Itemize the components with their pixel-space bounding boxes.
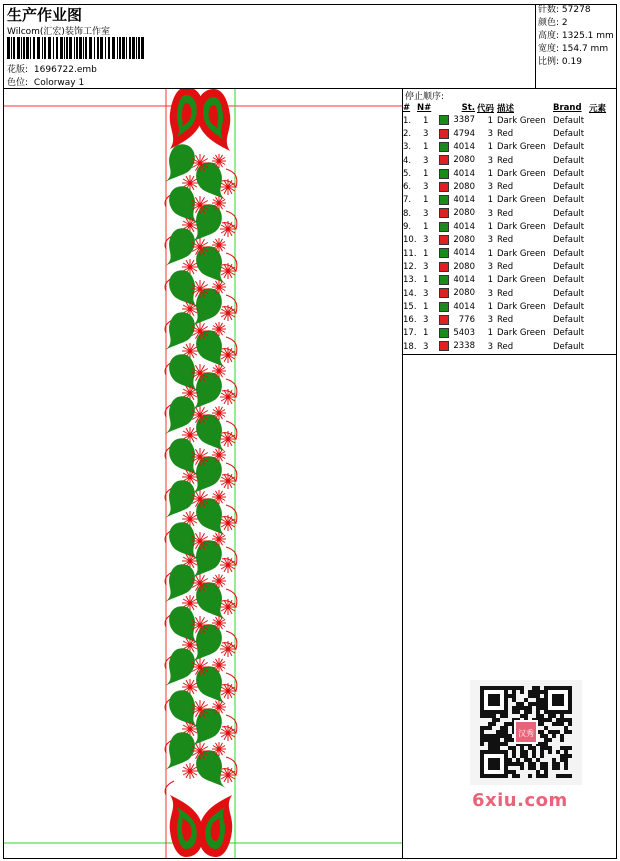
row-description: Dark Green xyxy=(497,248,546,259)
row-stitches xyxy=(439,114,477,127)
row-code: 3 xyxy=(487,288,493,299)
height-row xyxy=(538,30,617,43)
row-code: 1 xyxy=(487,328,493,339)
row-element xyxy=(589,234,617,247)
row-code: 1 xyxy=(487,275,493,286)
row-element xyxy=(589,274,617,287)
row-code: 1 xyxy=(487,248,493,259)
large-paisley-motif xyxy=(170,795,204,857)
colorway-row xyxy=(7,75,84,88)
row-index: 15. xyxy=(403,301,417,312)
width-value: 154.7 mm xyxy=(561,44,609,54)
row-description: Dark Green xyxy=(497,275,546,286)
row-stitch-count: 776 xyxy=(458,314,475,325)
row-needle: 1 xyxy=(423,248,429,259)
colors-value: 2 xyxy=(561,18,568,28)
company-name: Wilcom(汇宏)装饰工作室 xyxy=(7,27,110,37)
row-description: Red xyxy=(497,288,514,299)
paisley-motif xyxy=(196,162,226,200)
table-row xyxy=(403,287,617,300)
row-stitches xyxy=(439,141,477,154)
row-code: 1 xyxy=(487,115,493,126)
row-index: 17. xyxy=(403,328,417,339)
row-element xyxy=(589,207,617,220)
row-index: 4. xyxy=(403,155,412,166)
row-needle: 3 xyxy=(423,261,429,272)
row-stitch-count: 3387 xyxy=(453,115,475,126)
row-element xyxy=(589,287,617,300)
row-stitch-count: 4014 xyxy=(453,195,475,206)
row-stitch-count: 2080 xyxy=(453,288,475,299)
row-brand: Default xyxy=(553,168,585,179)
row-stitches xyxy=(439,167,477,180)
row-stitch-count: 2080 xyxy=(453,261,475,272)
colorway-name: Colorway 1 xyxy=(33,78,85,88)
design-file-row xyxy=(7,62,97,75)
table-row xyxy=(403,180,617,193)
row-element xyxy=(589,167,617,180)
row-needle: 1 xyxy=(423,222,429,233)
header xyxy=(3,4,535,88)
table-row xyxy=(403,327,617,340)
stitches-label: 针数: xyxy=(538,5,560,15)
row-code: 3 xyxy=(487,128,493,139)
barcode-icon xyxy=(7,37,145,59)
row-stitch-count: 2338 xyxy=(453,341,475,352)
row-index: 2. xyxy=(403,128,412,139)
row-needle: 3 xyxy=(423,182,429,193)
row-stitches xyxy=(439,207,477,220)
row-index: 16. xyxy=(403,315,417,326)
row-index: 1. xyxy=(403,115,412,126)
row-stitch-count: 5403 xyxy=(453,328,475,339)
table-row xyxy=(403,260,617,273)
table-header-row xyxy=(403,101,617,114)
row-stitches xyxy=(439,274,477,287)
row-description: Red xyxy=(497,155,514,166)
row-element xyxy=(589,313,617,326)
row-code: 3 xyxy=(487,155,493,166)
row-stitch-count: 4014 xyxy=(453,141,475,152)
row-brand: Default xyxy=(553,235,585,246)
color-swatch xyxy=(439,195,449,205)
paisley-motif xyxy=(196,246,226,284)
row-index: 14. xyxy=(403,288,417,299)
row-stitches xyxy=(439,340,477,353)
flower-motif xyxy=(182,763,198,779)
stitches-row xyxy=(538,4,617,17)
row-description: Dark Green xyxy=(497,195,546,206)
row-index: 5. xyxy=(403,168,412,179)
row-stitches xyxy=(439,327,477,340)
table-row xyxy=(403,207,617,220)
color-swatch xyxy=(439,315,449,325)
row-index: 10. xyxy=(403,235,417,246)
design-file-label: 花版: xyxy=(7,65,29,75)
embroidery-design-preview xyxy=(4,89,402,858)
row-brand: Default xyxy=(553,128,585,139)
row-brand: Default xyxy=(553,115,585,126)
colors-row xyxy=(538,17,617,30)
row-stitches xyxy=(439,247,477,260)
row-brand: Default xyxy=(553,142,585,153)
row-element xyxy=(589,300,617,313)
row-needle: 1 xyxy=(423,275,429,286)
row-index: 18. xyxy=(403,341,417,352)
row-stitches xyxy=(439,180,477,193)
table-row xyxy=(403,127,617,140)
colors-label: 颜色: xyxy=(538,18,560,28)
paisley-motif xyxy=(196,498,226,536)
row-brand: Default xyxy=(553,275,585,286)
row-description: Dark Green xyxy=(497,222,546,233)
row-brand: Default xyxy=(553,261,585,272)
row-description: Dark Green xyxy=(497,328,546,339)
row-needle: 1 xyxy=(423,115,429,126)
color-swatch xyxy=(439,262,449,272)
row-brand: Default xyxy=(553,222,585,233)
row-code: 3 xyxy=(487,235,493,246)
row-description: Red xyxy=(497,128,514,139)
row-code: 1 xyxy=(487,222,493,233)
row-brand: Default xyxy=(553,341,585,352)
col-code: 代码 xyxy=(477,103,495,114)
stop-sequence-panel xyxy=(403,89,617,354)
row-brand: Default xyxy=(553,208,585,219)
table-row xyxy=(403,114,617,127)
row-element xyxy=(589,194,617,207)
row-element xyxy=(589,154,617,167)
row-description: Dark Green xyxy=(497,301,546,312)
row-code: 1 xyxy=(487,142,493,153)
col-description: 描述 xyxy=(497,103,515,114)
row-stitches xyxy=(439,194,477,207)
table-row xyxy=(403,141,617,154)
row-description: Red xyxy=(497,341,514,352)
table-row xyxy=(403,313,617,326)
col-needle: N# xyxy=(417,102,432,113)
row-needle: 3 xyxy=(423,155,429,166)
color-swatch xyxy=(439,235,449,245)
row-description: Red xyxy=(497,182,514,193)
row-description: Dark Green xyxy=(497,115,546,126)
color-swatch xyxy=(439,169,449,179)
colorway-label: 色位: xyxy=(7,78,29,88)
row-index: 13. xyxy=(403,275,417,286)
scale-row xyxy=(538,56,617,69)
large-paisley-motif xyxy=(199,795,233,857)
scale-value: 0.19 xyxy=(561,57,582,67)
row-needle: 1 xyxy=(423,328,429,339)
row-brand: Default xyxy=(553,248,585,259)
table-row xyxy=(403,274,617,287)
row-needle: 3 xyxy=(423,208,429,219)
table-row xyxy=(403,194,617,207)
table-divider xyxy=(402,354,617,355)
row-stitch-count: 4014 xyxy=(453,274,475,285)
row-brand: Default xyxy=(553,155,585,166)
height-label: 高度: xyxy=(538,31,560,41)
row-element xyxy=(589,114,617,127)
row-stitch-count: 2080 xyxy=(453,155,475,166)
row-stitch-count: 2080 xyxy=(453,181,475,192)
color-swatch xyxy=(439,222,449,232)
color-swatch xyxy=(439,115,449,125)
color-swatch xyxy=(439,341,449,351)
scale-label: 比例: xyxy=(538,57,560,67)
paisley-motif xyxy=(196,414,226,452)
row-stitches xyxy=(439,234,477,247)
row-description: Dark Green xyxy=(497,168,546,179)
paisley-motif xyxy=(196,330,226,368)
row-stitches xyxy=(439,154,477,167)
row-needle: 1 xyxy=(423,195,429,206)
row-description: Red xyxy=(497,235,514,246)
table-row xyxy=(403,220,617,233)
row-element xyxy=(589,247,617,260)
row-stitch-count: 4014 xyxy=(453,221,475,232)
color-swatch xyxy=(439,129,449,139)
width-label: 宽度: xyxy=(538,44,560,54)
row-code: 3 xyxy=(487,261,493,272)
table-row xyxy=(403,300,617,313)
row-code: 3 xyxy=(487,315,493,326)
svg-text:汉秀: 汉秀 xyxy=(518,729,534,738)
row-stitches xyxy=(439,300,477,313)
paisley-motif xyxy=(196,582,226,620)
row-code: 1 xyxy=(487,301,493,312)
color-swatch xyxy=(439,302,449,312)
table-row xyxy=(403,167,617,180)
color-swatch xyxy=(439,275,449,285)
row-element xyxy=(589,327,617,340)
row-stitches xyxy=(439,220,477,233)
table-row xyxy=(403,234,617,247)
row-element xyxy=(589,340,617,353)
height-value: 1325.1 mm xyxy=(561,31,614,41)
row-element xyxy=(589,127,617,140)
row-stitch-count: 2080 xyxy=(453,235,475,246)
row-needle: 3 xyxy=(423,315,429,326)
table-row xyxy=(403,340,617,353)
row-description: Red xyxy=(497,315,514,326)
design-file-name: 1696722.emb xyxy=(33,65,97,75)
row-code: 3 xyxy=(487,341,493,352)
row-brand: Default xyxy=(553,328,585,339)
row-index: 6. xyxy=(403,182,412,193)
color-swatch xyxy=(439,155,449,165)
paisley-motif xyxy=(196,750,226,788)
row-code: 3 xyxy=(487,182,493,193)
row-needle: 3 xyxy=(423,128,429,139)
row-needle: 1 xyxy=(423,142,429,153)
row-description: Red xyxy=(497,208,514,219)
row-needle: 1 xyxy=(423,301,429,312)
stitches-value: 57278 xyxy=(561,5,591,15)
color-swatch xyxy=(439,248,449,258)
col-brand: Brand xyxy=(553,102,582,113)
color-swatch xyxy=(439,142,449,152)
color-swatch xyxy=(439,288,449,298)
row-stitch-count: 4014 xyxy=(453,248,475,259)
page-title: 生产作业图 xyxy=(7,6,83,24)
table-row xyxy=(403,247,617,260)
row-index: 3. xyxy=(403,142,412,153)
row-description: Dark Green xyxy=(497,142,546,153)
row-brand: Default xyxy=(553,182,585,193)
row-code: 1 xyxy=(487,168,493,179)
row-stitches xyxy=(439,127,477,140)
row-brand: Default xyxy=(553,315,585,326)
row-element xyxy=(589,141,617,154)
col-element: 元素 xyxy=(589,103,607,114)
row-index: 11. xyxy=(403,248,417,259)
row-needle: 1 xyxy=(423,168,429,179)
row-element xyxy=(589,220,617,233)
row-element xyxy=(589,260,617,273)
stop-sequence-table xyxy=(403,101,617,353)
row-needle: 3 xyxy=(423,235,429,246)
qr-code-icon xyxy=(470,680,582,785)
col-stitches: St. xyxy=(461,102,475,113)
color-swatch xyxy=(439,328,449,338)
row-stitch-count: 4014 xyxy=(453,168,475,179)
row-index: 12. xyxy=(403,261,417,272)
width-row xyxy=(538,43,617,56)
stats-panel xyxy=(535,4,617,88)
row-needle: 3 xyxy=(423,341,429,352)
row-element xyxy=(589,180,617,193)
row-needle: 3 xyxy=(423,288,429,299)
row-stitch-count: 4794 xyxy=(453,128,475,139)
row-stitch-count: 2080 xyxy=(453,208,475,219)
row-brand: Default xyxy=(553,288,585,299)
row-index: 7. xyxy=(403,195,412,206)
col-index: # xyxy=(403,102,411,113)
watermark-logo: 6xiu.com xyxy=(472,790,568,811)
large-paisley-motif xyxy=(197,89,231,151)
row-code: 3 xyxy=(487,208,493,219)
paisley-motif xyxy=(196,666,226,704)
row-stitches xyxy=(439,313,477,326)
row-brand: Default xyxy=(553,301,585,312)
row-index: 9. xyxy=(403,222,412,233)
row-code: 1 xyxy=(487,195,493,206)
color-swatch xyxy=(439,182,449,192)
row-index: 8. xyxy=(403,208,412,219)
row-brand: Default xyxy=(553,195,585,206)
row-stitch-count: 4014 xyxy=(453,301,475,312)
stop-sequence-title: 停止顺序: xyxy=(405,92,445,102)
row-stitches xyxy=(439,260,477,273)
color-swatch xyxy=(439,208,449,218)
row-description: Red xyxy=(497,261,514,272)
table-row xyxy=(403,154,617,167)
row-stitches xyxy=(439,287,477,300)
